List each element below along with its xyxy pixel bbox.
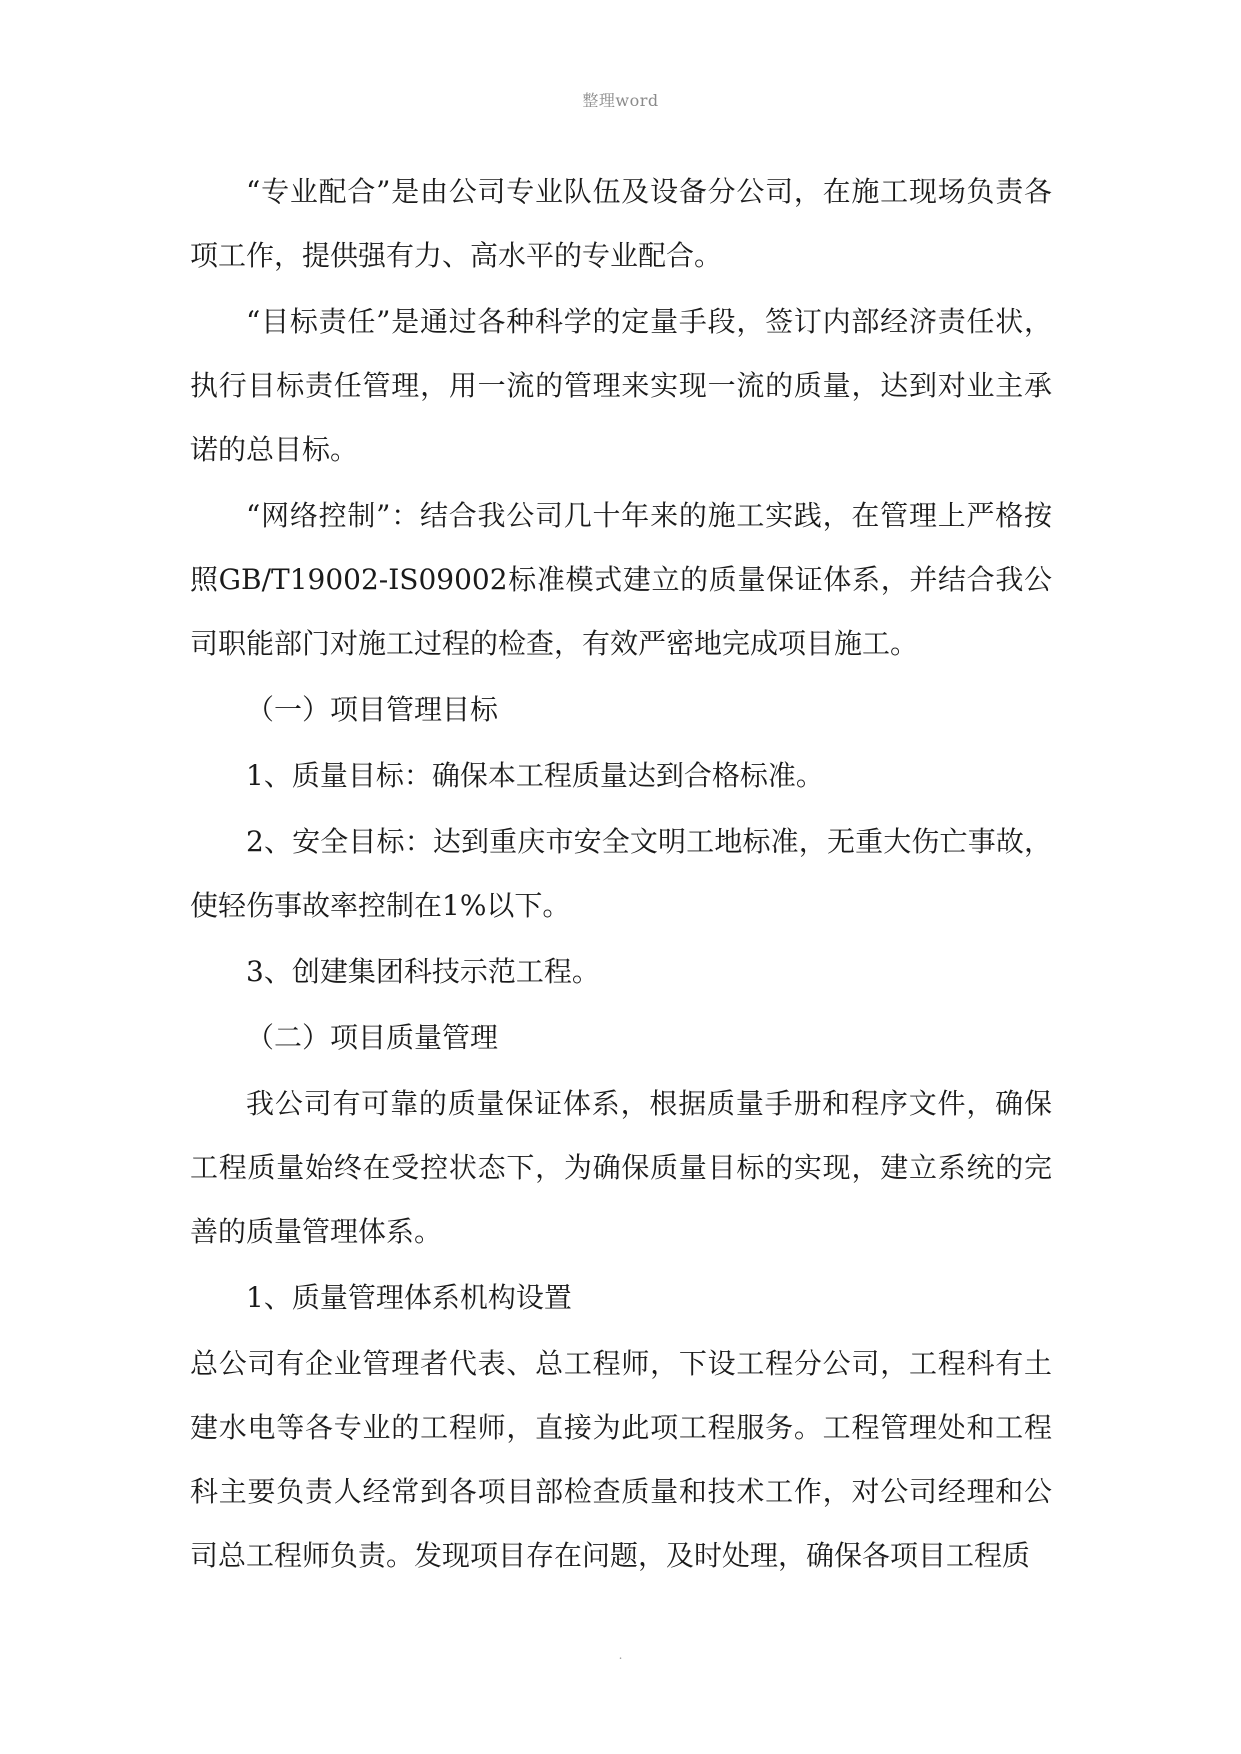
paragraph-target-responsibility: “目标责任”是通过各种科学的定量手段，签订内部经济责任状，执行目标责任管理，用一流的管理来实现一流的质量，达到对业主承诺的总目标。 — [190, 305, 1052, 466]
paragraph-professional-cooperation: “专业配合”是由公司专业队伍及设备分公司，在施工现场负责各项工作，提供强有力、高水平的专业配合。 — [190, 175, 1052, 272]
list-item-safety-goal: 2、安全目标：达到重庆市安全文明工地标准，无重大伤亡事故，使轻伤事故率控制在1%以下。 — [190, 825, 1052, 922]
list-item-demo-project: 3、创建集团科技示范工程。 — [246, 955, 600, 988]
page-header: 整理word — [582, 91, 659, 110]
paragraph-organization-detail: 总公司有企业管理者代表、总工程师，下设工程分公司，工程科有土建水电等各专业的工程师，直接为此项工程服务。工程管理处和工程科主要负责人经常到各项目部检查质量和技术工作，对公司经理和公司总工程师负责。发现项目存在问题，及时处理，确保各项目工程质 — [190, 1347, 1052, 1572]
document-body — [190, 160, 1052, 1590]
section-heading-quality-management: （二）项目质量管理 — [246, 1021, 499, 1054]
section-heading-management-goals: （一）项目管理目标 — [246, 693, 499, 726]
list-item-quality-goal: 1、质量目标：确保本工程质量达到合格标准。 — [246, 759, 824, 792]
page-footer-mark: . — [618, 1648, 623, 1662]
paragraph-quality-system: 我公司有可靠的质量保证体系，根据质量手册和程序文件，确保工程质量始终在受控状态下，为确保质量目标的实现，建立系统的完善的质量管理体系。 — [190, 1087, 1052, 1248]
subheading-system-organization: 1、质量管理体系机构设置 — [246, 1281, 572, 1314]
paragraph-network-control: “网络控制”：结合我公司几十年来的施工实践，在管理上严格按照GB/T19002-IS09002标准模式建立的质量保证体系，并结合我公司职能部门对施工过程的检查，有效严密地完成项目施工。 — [190, 499, 1052, 660]
